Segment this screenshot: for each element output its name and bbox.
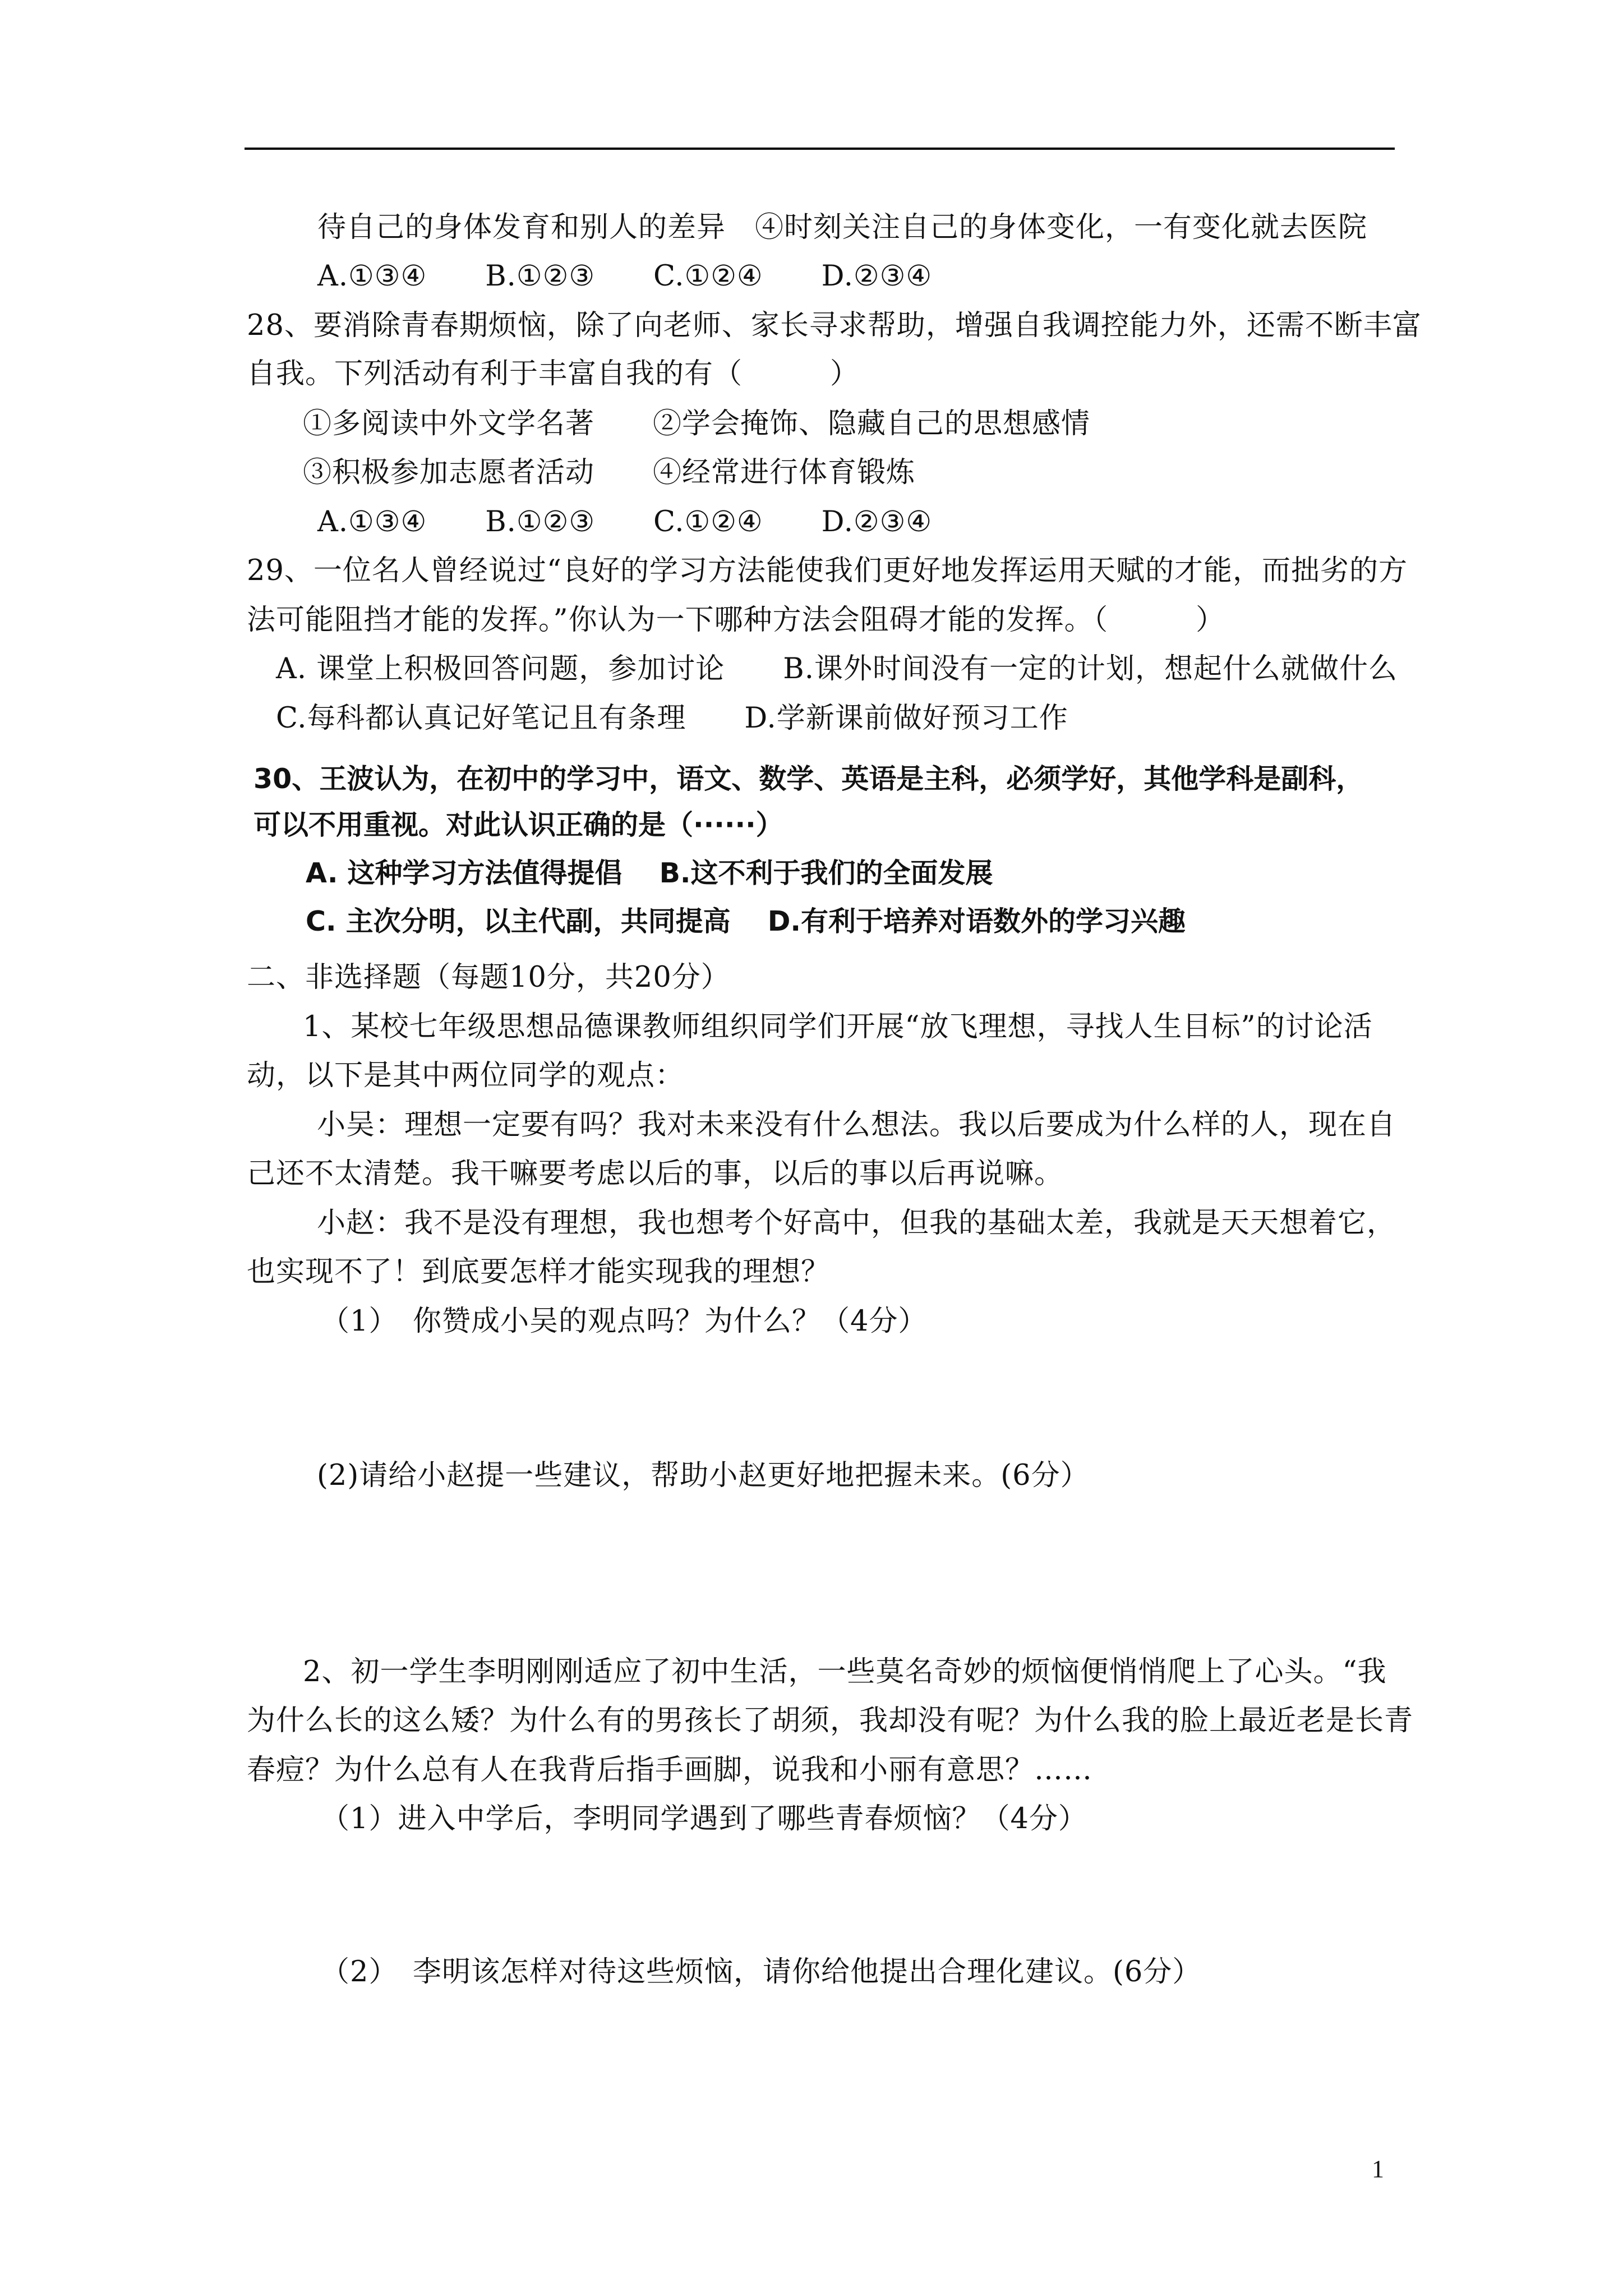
- text-line: 为什么长的这么矮？为什么有的男孩长了胡须，我却没有呢？为什么我的脸上最近老是长青: [247, 1704, 1414, 1737]
- answer-options: C. 主次分明，以主代副，共同提高 D.有利于培养对语数外的学习兴趣: [306, 905, 1186, 937]
- answer-options: A.①③④ B.①②③ C.①②④ D.②③④: [317, 260, 933, 293]
- answer-options: A. 课堂上积极回答问题，参加讨论 B.课外时间没有一定的计划，想起什么就做什么: [276, 652, 1398, 685]
- question-28: 28、要消除青春期烦恼，除了向老师、家长寻求帮助，增强自我调控能力外，还需不断丰富: [247, 309, 1422, 342]
- text-line: 可以不用重视。对此认识正确的是（······）: [253, 809, 783, 841]
- text-line: 自我。下列活动有利于丰富自我的有（ ）: [247, 357, 860, 390]
- sub-question: （2） 李明该怎样对待这些烦恼，请你给他提出合理化建议。(6分）: [321, 1955, 1202, 1989]
- sub-question: (2)请给小赵提一些建议，帮助小赵更好地把握未来。(6分）: [317, 1459, 1090, 1492]
- header-rule: [245, 148, 1395, 150]
- text-line: 动，以下是其中两位同学的观点：: [247, 1059, 685, 1092]
- question-30: 30、王波认为，在初中的学习中，语文、数学、英语是主科，必须学好，其他学科是副科，: [253, 763, 1364, 795]
- page-number: 1: [1372, 2155, 1385, 2183]
- text-line: 小赵：我不是没有理想，我也想考个好高中，但我的基础太差，我就是天天想着它，: [317, 1207, 1396, 1240]
- text-line: 也实现不了！到底要怎样才能实现我的理想？: [247, 1255, 831, 1289]
- sub-question: （1）进入中学后，李明同学遇到了哪些青春烦恼？（4分）: [321, 1802, 1087, 1835]
- answer-options: A.①③④ B.①②③ C.①②④ D.②③④: [317, 505, 933, 539]
- sub-question: （1） 你赞成小吴的观点吗？为什么？（4分）: [321, 1305, 928, 1338]
- statement-line: ①多阅读中外文学名著 ②学会掩饰、隐藏自己的思想感情: [303, 407, 1091, 440]
- text-line: 己还不太清楚。我干嘛要考虑以后的事，以后的事以后再说嘛。: [247, 1157, 1064, 1190]
- question-1: 1、某校七年级思想品德课教师组织同学们开展“放飞理想，寻找人生目标”的讨论活: [303, 1010, 1373, 1043]
- answer-options: C.每科都认真记好笔记且有条理 D.学新课前做好预习工作: [276, 702, 1068, 735]
- text-line: 春痘？为什么总有人在我背后指手画脚，说我和小丽有意思？……: [247, 1754, 1093, 1787]
- statement-line: ③积极参加志愿者活动 ④经常进行体育锻炼: [303, 456, 916, 489]
- text-line: 法可能阻挡才能的发挥。”你认为一下哪种方法会阻碍才能的发挥。（ ）: [247, 604, 1225, 637]
- question-2: 2、初一学生李明刚刚适应了初中生活，一些莫名奇妙的烦恼便悄悄爬上了心头。“我: [303, 1655, 1387, 1688]
- section-heading: 二、非选择题（每题10分，共20分）: [247, 961, 730, 994]
- text-line: 小吴：理想一定要有吗？我对未来没有什么想法。我以后要成为什么样的人，现在自: [317, 1108, 1396, 1142]
- question-29: 29、一位名人曾经说过“良好的学习方法能使我们更好地发挥运用天赋的才能，而拙劣的方: [247, 554, 1408, 587]
- answer-options: A. 这种学习方法值得提倡 B.这不利于我们的全面发展: [306, 857, 993, 889]
- text-line: 待自己的身体发育和别人的差异 ④时刻关注自己的身体变化，一有变化就去医院: [317, 211, 1368, 244]
